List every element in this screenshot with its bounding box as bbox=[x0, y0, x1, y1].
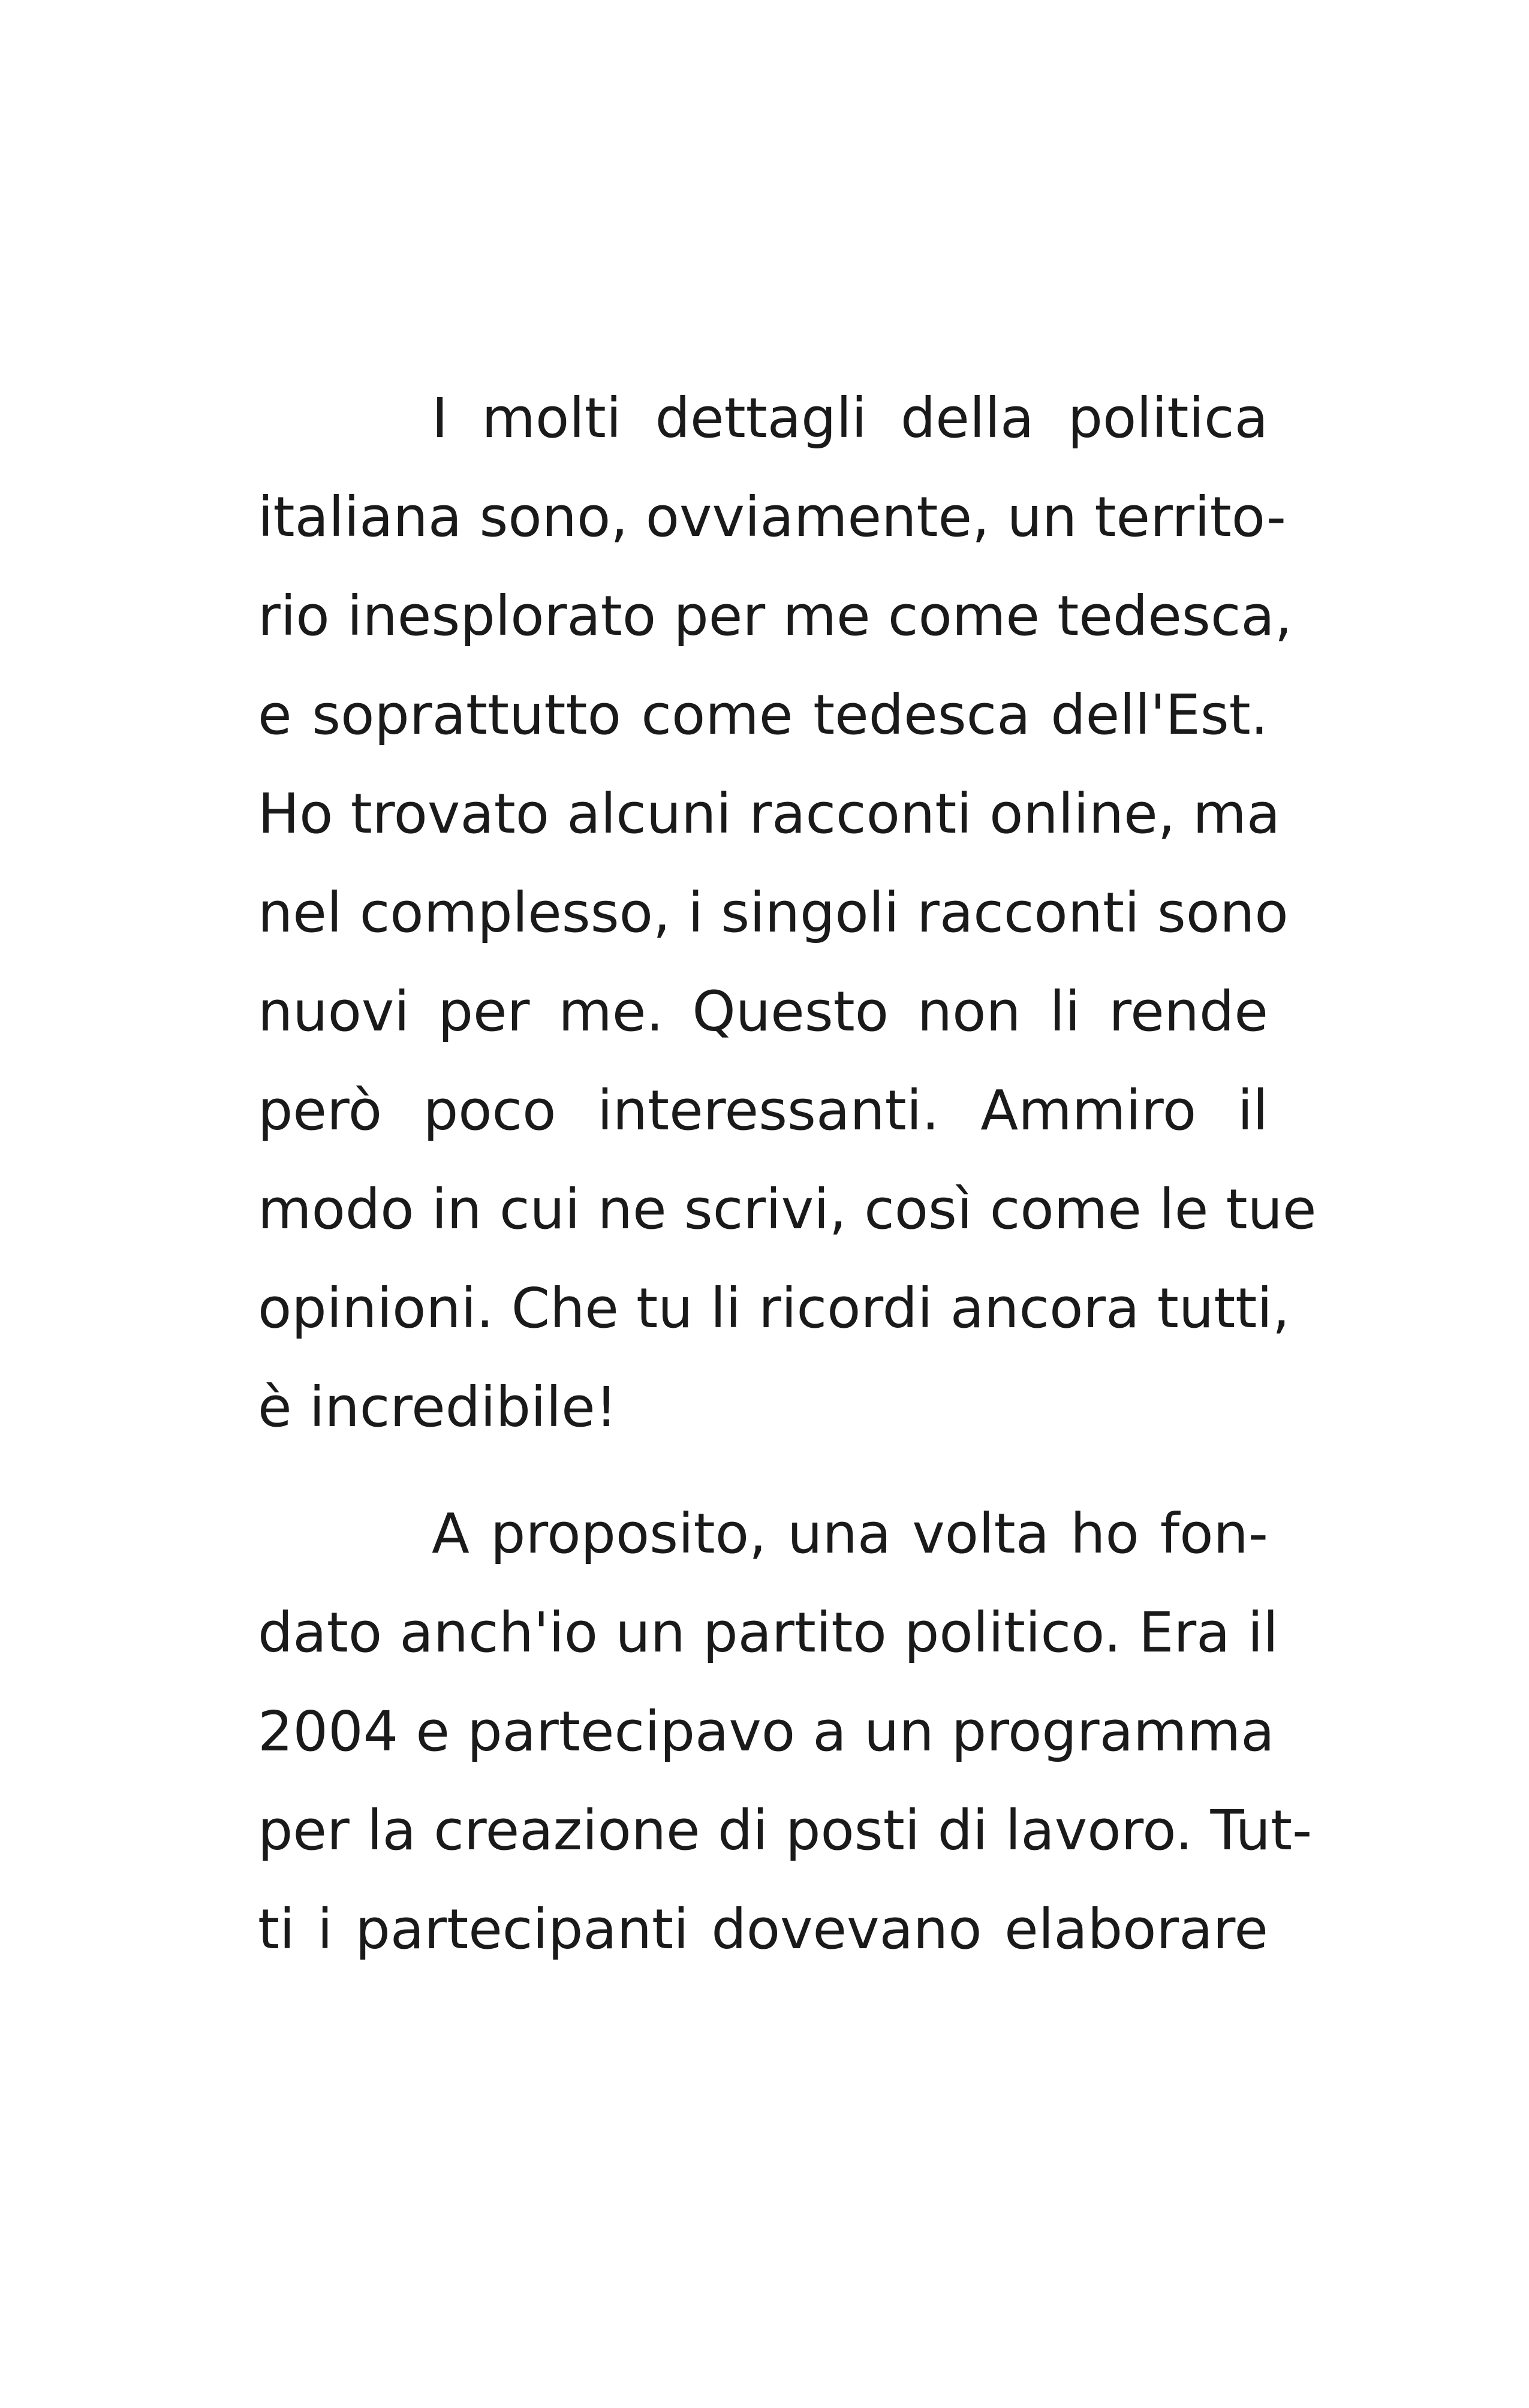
text-line: opinioni. Che tu li ricordi ancora tutti, bbox=[258, 1276, 1290, 1340]
text-line: nel complesso, i singoli racconti sono bbox=[258, 881, 1289, 945]
text-line: però poco interessanti. Ammiro il bbox=[258, 1078, 1268, 1143]
paragraph-spacer bbox=[258, 1457, 1268, 1484]
text-line: modo in cui ne scrivi, così come le tue bbox=[258, 1177, 1317, 1241]
body-text bbox=[258, 369, 1317, 1979]
paragraph-2 bbox=[258, 1484, 1313, 1979]
paragraph-1 bbox=[258, 369, 1317, 1457]
text-line: I molti dettagli della politica bbox=[432, 386, 1268, 450]
text-line: italiana sono, ovviamente, un territo- bbox=[258, 485, 1286, 549]
text-line: e soprattutto come tedesca dell'Est. bbox=[258, 683, 1268, 747]
text-line: nuovi per me. Questo non li rende bbox=[258, 980, 1268, 1044]
text-line: ti i partecipanti dovevano elaborare bbox=[258, 1897, 1268, 1961]
text-line: è incredibile! bbox=[258, 1375, 618, 1439]
text-line: A proposito, una volta ho fon- bbox=[432, 1502, 1268, 1566]
text-line: dato anch'io un partito politico. Era il bbox=[258, 1601, 1278, 1665]
text-line: 2004 e partecipavo a un programma bbox=[258, 1699, 1275, 1764]
text-line: rio inesplorato per me come tedesca, bbox=[258, 584, 1293, 648]
text-line: per la creazione di posti di lavoro. Tut- bbox=[258, 1798, 1313, 1862]
text-line: Ho trovato alcuni racconti online, ma bbox=[258, 782, 1281, 846]
